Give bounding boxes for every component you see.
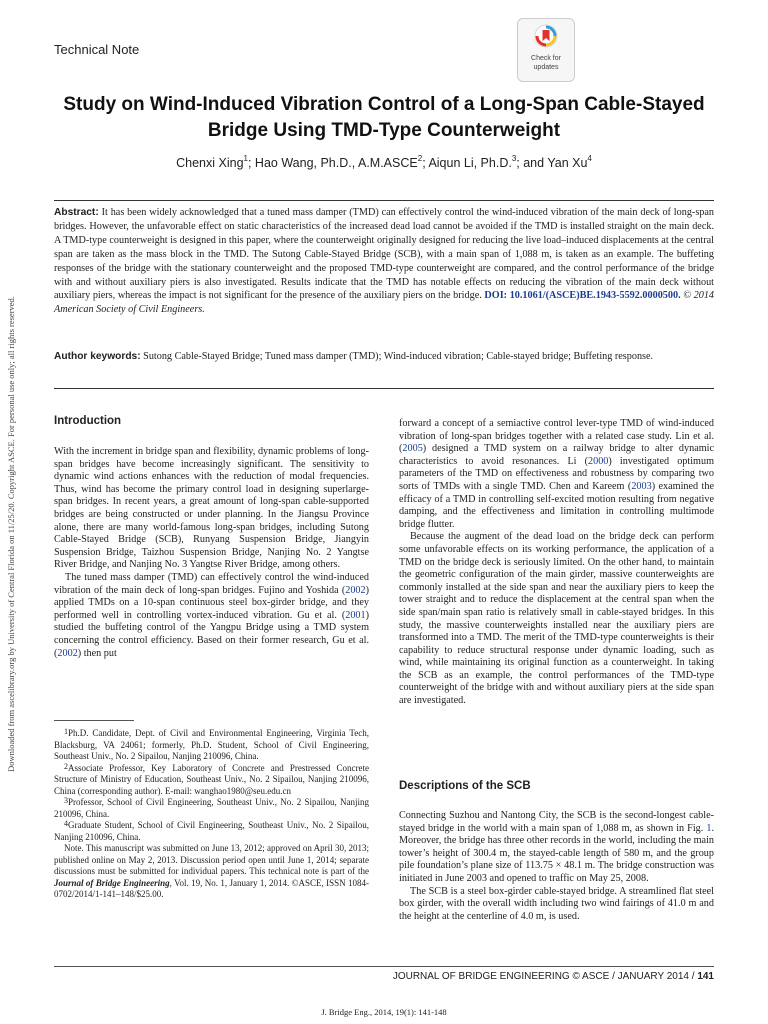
section-heading-introduction: Introduction xyxy=(54,415,122,427)
author-name: Chenxi Xing xyxy=(176,156,244,170)
footnote: $^3$Professor, School of Civil Engineering, Southeast Univ., No. 2 Sipailou, Nanjing 210096, China. xyxy=(54,796,369,819)
keywords-label: Author keywords: xyxy=(54,351,141,362)
check-for-updates-badge[interactable] xyxy=(517,18,575,82)
abstract-label: Abstract: xyxy=(54,207,99,218)
left-column xyxy=(54,446,369,660)
keywords-text: Sutong Cable-Stayed Bridge; Tuned mass damper (TMD); Wind-induced vibration; Cable-stayed bridge; Buffeting response. xyxy=(143,351,654,362)
section-heading-scb: Descriptions of the SCB xyxy=(399,780,531,792)
doi-label: DOI: xyxy=(484,290,508,302)
paragraph: Because the augment of the dead load on the bridge deck can perform some unfavorable effects on its working performance, the application of a TMD on the bridge deck is seriously limited. On the other hand, to maintain the geometric configuration of the main girder, massive counterweights are commonly installed at the side span and near the auxiliary piers to keep the tower straight and to reduce the displacement at the central span when the side span/main span ratio is relatively small in cable-stayed bridges. In this study, the massive counterweights installed near the auxiliary piers are transformed into a TMD. The merit of the TMD-type counterweights is their capability to reduce structural response under dynamic loading, such as wind, while maintaining its original function as a counterweight. In taking the SCB as an example, the control performances of the TMD-type counterweight of the bridge with and without auxiliary piers at the side span are investigated. xyxy=(399,531,714,707)
paragraph: Connecting Suzhou and Nantong City, the SCB is the second-longest cable-stayed bridge in the world with a main span of 1,088 m, as shown in Fig. 1. Moreover, the bridge has three other records in the world, including the main tower’s height of 300.4 m, the stayed-cable length of 580 m, and the group pile foundation’s plane size of 113.75 × 48.1 m. The bridge construction was initiated in June 2003 and opened to traffic on May 25, 2008. xyxy=(399,810,714,884)
footnote-rule xyxy=(54,720,134,721)
affiliation-marker: 4 xyxy=(587,154,592,163)
paragraph: The tuned mass damper (TMD) can effectively control the wind-induced vibration of the main deck of long-span bridges. Fujino and Yoshida (2002) applied TMDs on a 10-span continuous steel box-girder bridge, and they performed well in controlling vortex-induced vibration. Gu et al. (2001) studied the buffeting control of the Yangpu Bridge using a TMD system concerning the control efficiency. Based on their former research, Gu et al. (2002) then put xyxy=(54,571,369,659)
author-list xyxy=(60,156,708,170)
submission-note: Note. This manuscript was submitted on June 13, 2012; approved on April 30, 2013; published online on May 2, 2013. Discussion period open until June 1, 2014; separate discussions must be submitted for individual papers. This technical note is part of the Journal of Bridge Engineering, Vol. 19, No. 1, January 1, 2014. ©ASCE, ISSN 1084-0702/2014/1-141–148/$25.00. xyxy=(54,843,369,899)
citation-link[interactable]: 2001 xyxy=(345,609,366,621)
paragraph: With the increment in bridge span and flexibility, dynamic problems of long-span bridges have become increasingly significant. The sensitivity to dynamic wind actions enhances with the reduction of modal frequencies. Thus, wind has become the primary control load in designing superlarge-span bridges. In recent years, a great amount of long-span cable-supported bridges are being constructed or under planning. In the Jiangsu Province alone, there are many world-famous long-span bridges, including Sutong Cable-Stayed Bridge (SCB), Runyang Suspension Bridge, Jiangyin Suspension Bridge, Taizhou Suspension Bridge, Nanjing No. 2 Yangtse River Bridge, and Nanjing No. 3 Yangtse River Bridge, among others. xyxy=(54,446,369,571)
paragraph: forward a concept of a semiactive control lever-type TMD of wind-induced vibration of long-span bridges together with a related case study. Lin et al. (2005) designed a TMD system on a railway bridge to alter dynamic characteristics to avoid resonances. Li (2000) investigated optimum parameters of the TMD on effectiveness and robustness by comparing two sorts of TMDs with a single TMD. Chen and Kareem (2003) examined the efficacy of a TMD in controlling self-excited motion resulting from negative damping, and the effectiveness and limitation in controlling multimode bridge flutter. xyxy=(399,418,715,530)
footnote: $^4$Graduate Student, School of Civil Engineering, Southeast Univ., No. 2 Sipailou, Nanjing 210096, China. xyxy=(54,819,369,842)
right-column-lower xyxy=(399,810,714,923)
author-name: ; and Yan Xu xyxy=(516,156,588,170)
abstract-top-rule xyxy=(54,200,714,201)
affiliation-marker: 2 xyxy=(417,154,423,163)
check-for-updates-label: Check for updates xyxy=(531,55,561,71)
paragraph: The SCB is a steel box-girder cable-stayed bridge. A streamlined flat steel box girder, with the overall width including two wind fairings of 41.0 m and the height at the centerline of 4.0 m, is used. xyxy=(399,885,714,922)
journal-footer: JOURNAL OF BRIDGE ENGINEERING © ASCE / JANUARY 2014 / 141 xyxy=(392,971,714,982)
right-column xyxy=(399,418,714,708)
journal-name: Journal of Bridge Engineering xyxy=(54,877,170,888)
citation-link[interactable]: 2002 xyxy=(345,584,366,596)
citation-link[interactable]: 2005 xyxy=(402,443,423,455)
footnote: $^2$Associate Professor, Key Laboratory of Concrete and Prestressed Concrete Structure of Ministry of Education, Southeast Univ., No. 2 Sipailou, Nanjing 210096, China (corresponding author). E-mail: wanghao1980@seu.edu.cn xyxy=(54,761,369,796)
footnotes xyxy=(54,728,369,901)
citation-line: J. Bridge Eng., 2014, 19(1): 141-148 xyxy=(321,1007,447,1017)
author-name: ; Aiqun Li, Ph.D. xyxy=(422,156,512,170)
affiliation-marker: 3 xyxy=(511,154,517,163)
abstract-bottom-rule xyxy=(54,388,714,389)
page-number: 141 xyxy=(697,971,714,982)
footer-rule xyxy=(54,966,714,967)
bookmark-icon xyxy=(534,24,558,48)
doi-link[interactable]: 10.1061/(ASCE)BE.1943-5592.0000500. xyxy=(509,290,681,302)
abstract xyxy=(54,206,714,317)
affiliation-marker: 1 xyxy=(243,154,248,163)
figure-link[interactable]: 1 xyxy=(706,822,712,834)
paper-title: Study on Wind-Induced Vibration Control of a Long-Span Cable-Stayed Bridge Using TMD-Type Counterweight xyxy=(63,94,705,141)
copyright-notice: © 2014 American Society of Civil Engineers. xyxy=(54,290,715,316)
author-keywords xyxy=(54,350,714,364)
footnote: $^1$Ph.D. Candidate, Dept. of Civil and Environmental Engineering, Virginia Tech, Blacksburg, VA 24061; formerly, Ph.D. Student, School of Civil Engineering, Southeast Univ., No. 2 Sipailou, Nanjing 210096, China. xyxy=(54,727,369,761)
download-side-note: Downloaded from ascelibrary.org by University of Central Florida on 11/25/20. Copyright ASCE. For personal use only; all rights reserved. xyxy=(6,296,16,772)
note-type-label: Technical Note xyxy=(54,42,140,57)
citation-link[interactable]: 2000 xyxy=(588,455,609,467)
citation-link[interactable]: 2002 xyxy=(57,647,78,659)
abstract-text: It has been widely acknowledged that a tuned mass damper (TMD) can effectively control the wind-induced vibration of the main deck of long-span bridges. However, the unfavorable effect on static characteristics of the increased dead load cannot be avoided if the TMD is installed straight on the main deck. A TMD-type counterweight is designed in this paper, where the counterweight originally designed for reducing the live load–induced displacements at the central span are taken as the mass block in the TMD. The Sutong Cable-Stayed Bridge (SCB), with a main span of 1,088 m, is taken as an example. The buffeting responses of the bridge with the stationary counterweight and the proposed TMD-type counterweight are compared, and the control performance of the bridge with and without auxiliary piers is also investigated. Results indicate that the TMD has notable effects on reducing the vibration of the main deck without auxiliary piers, whereas the impact is not significant for the presence of the auxiliary piers on the bridge. xyxy=(54,207,714,302)
citation-link[interactable]: 2003 xyxy=(631,480,652,492)
author-name: ; Hao Wang, Ph.D., A.M.ASCE xyxy=(247,156,418,170)
